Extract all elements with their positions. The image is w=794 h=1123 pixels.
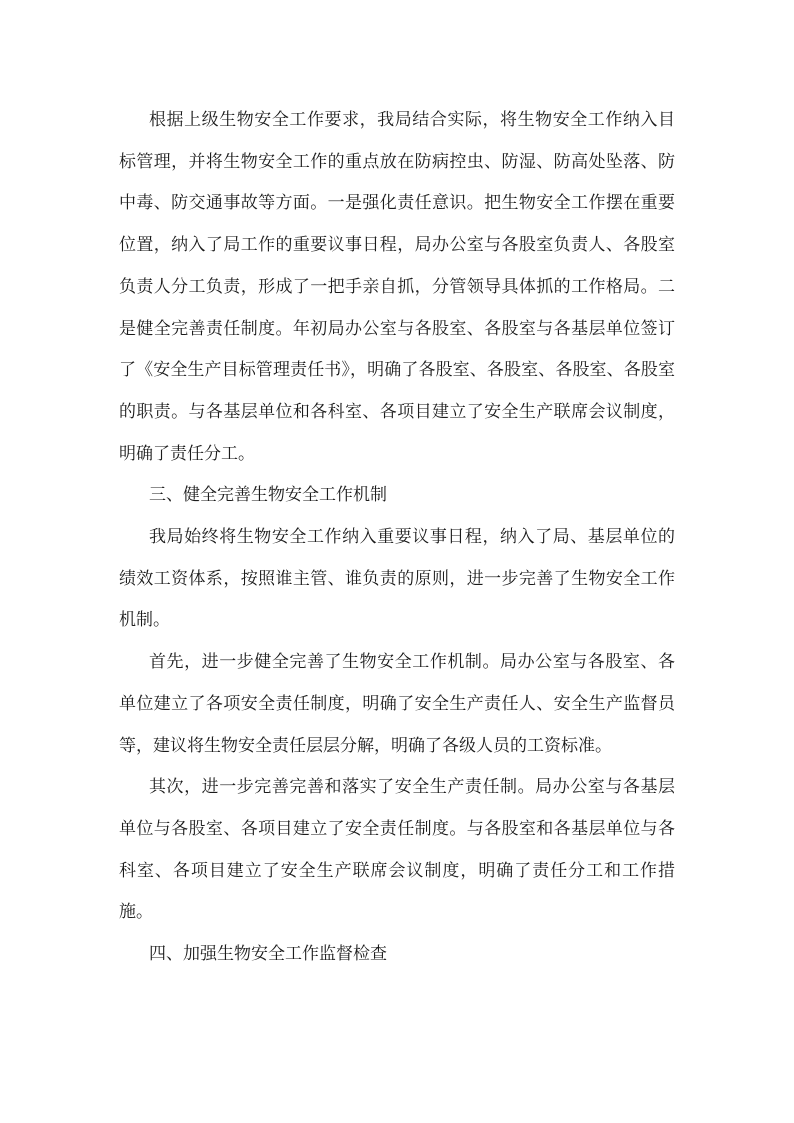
body-paragraph: 首先，进一步健全完善了生物安全工作机制。局办公室与各股室、各单位建立了各项安全责任制度，明确了安全生产责任人、安全生产监督员等，建议将生物安全责任层层分解，明确了各级人员的工资标准。 [119,652,675,756]
body-paragraph: 其次，进一步完善完善和落实了安全生产责任制。局办公室与各基层单位与各股室、各项目建立了安全责任制度。与各股室和各基层单位与各科室、各项目建立了安全生产联席会议制度，明确了责任分工和工作措施。 [119,777,675,923]
section-heading: 四、加强生物安全工作监督检查 [149,944,387,965]
section-heading: 三、健全完善生物安全工作机制 [149,485,387,506]
document-page [119,100,675,976]
body-paragraph: 根据上级生物安全工作要求，我局结合实际，将生物安全工作纳入目标管理，并将生物安全工作的重点放在防病控虫、防湿、防高处坠落、防中毒、防交通事故等方面。一是强化责任意识。把生物安全工作摆在重要位置，纳入了局工作的重要议事日程，局办公室与各股室负责人、各股室负责人分工负责，形成了一把手亲自抓，分管领导具体抓的工作格局。二是健全完善责任制度。年初局办公室与各股室、各股室与各基层单位签订了《安全生产目标管理责任书》，明确了各股室、各股室、各股室、各股室的职责。与各基层单位和各科室、各项目建立了安全生产联席会议制度，明确了责任分工。 [119,110,675,464]
body-paragraph: 我局始终将生物安全工作纳入重要议事日程，纳入了局、基层单位的绩效工资体系，按照谁主管、谁负责的原则，进一步完善了生物安全工作机制。 [119,527,675,631]
